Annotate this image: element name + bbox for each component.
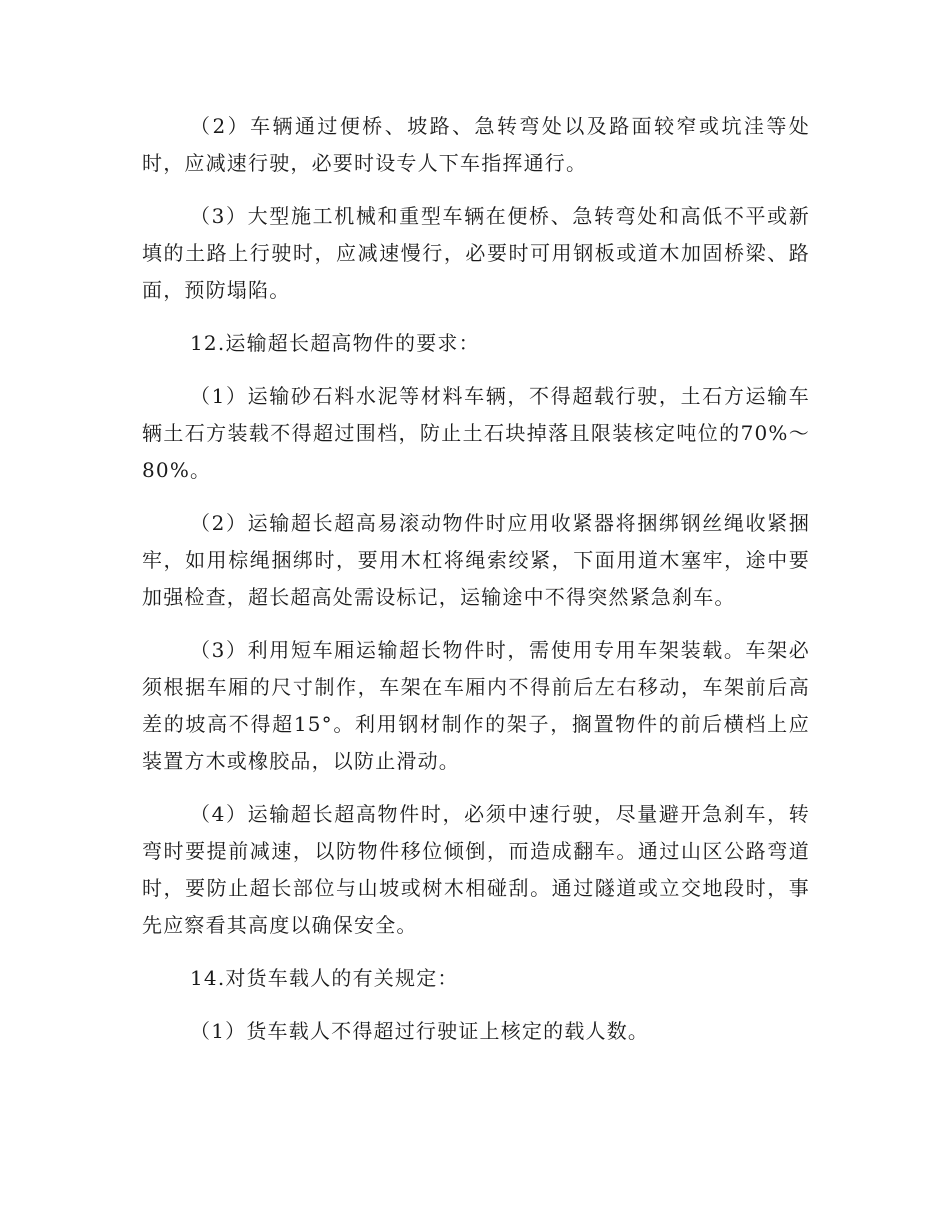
paragraph-item-3-heavy-vehicles: （3）大型施工机械和重型车辆在便桥、急转弯处和高低不平或新填的土路上行驶时，应减速慢行，必要时可用钢板或道木加固桥梁、路面，预防塌陷。: [142, 204, 810, 302]
paragraph-item-1-passenger-limit: （1）货车载人不得超过行驶证上核定的载人数。: [190, 1019, 650, 1043]
section-heading-14: 14.对货车载人的有关规定：: [190, 966, 459, 990]
section-heading-12: 12.运输超长超高物件的要求：: [190, 331, 480, 355]
paragraph-item-2-bridge-slope: （2）车辆通过便桥、坡路、急转弯处以及路面较窄或坑洼等处时，应减速行驶，必要时设专人下车指挥通行。: [142, 114, 810, 175]
paragraph-item-4-speed: （4）运输超长超高物件时，必须中速行驶，尽量避开急刹车，转弯时要提前减速，以防物件移位倾倒，而造成翻车。通过山区公路弯道时，要防止超长部位与山坡或树木相碰刮。通过隧道或立交地段时，事先应察看其高度以确保安全。: [142, 802, 810, 937]
paragraph-item-3-short-carriage: （3）利用短车厢运输超长物件时，需使用专用车架装载。车架必须根据车厢的尺寸制作，车架在车厢内不得前后左右移动，车架前后高差的坡高不得超15°。利用钢材制作的架子，搁置物件的前后横档上应装置方木或橡胶品，以防止滑动。: [142, 638, 810, 773]
paragraph-item-2-rolling-objects: （2）运输超长超高易滚动物件时应用收紧器将捆绑钢丝绳收紧捆牢，如用棕绳捆绑时，要用木杠将绳索绞紧，下面用道木塞牢，途中要加强检查，超长超高处需设标记，运输途中不得突然紧急刹车。: [142, 511, 810, 609]
document-body: [142, 108, 810, 1050]
paragraph-item-1-overload: （1）运输砂石料水泥等材料车辆，不得超载行驶，土石方运输车辆土石方装载不得超过围档，防止土石块掉落且限装核定吨位的70%～80%。: [142, 384, 810, 482]
